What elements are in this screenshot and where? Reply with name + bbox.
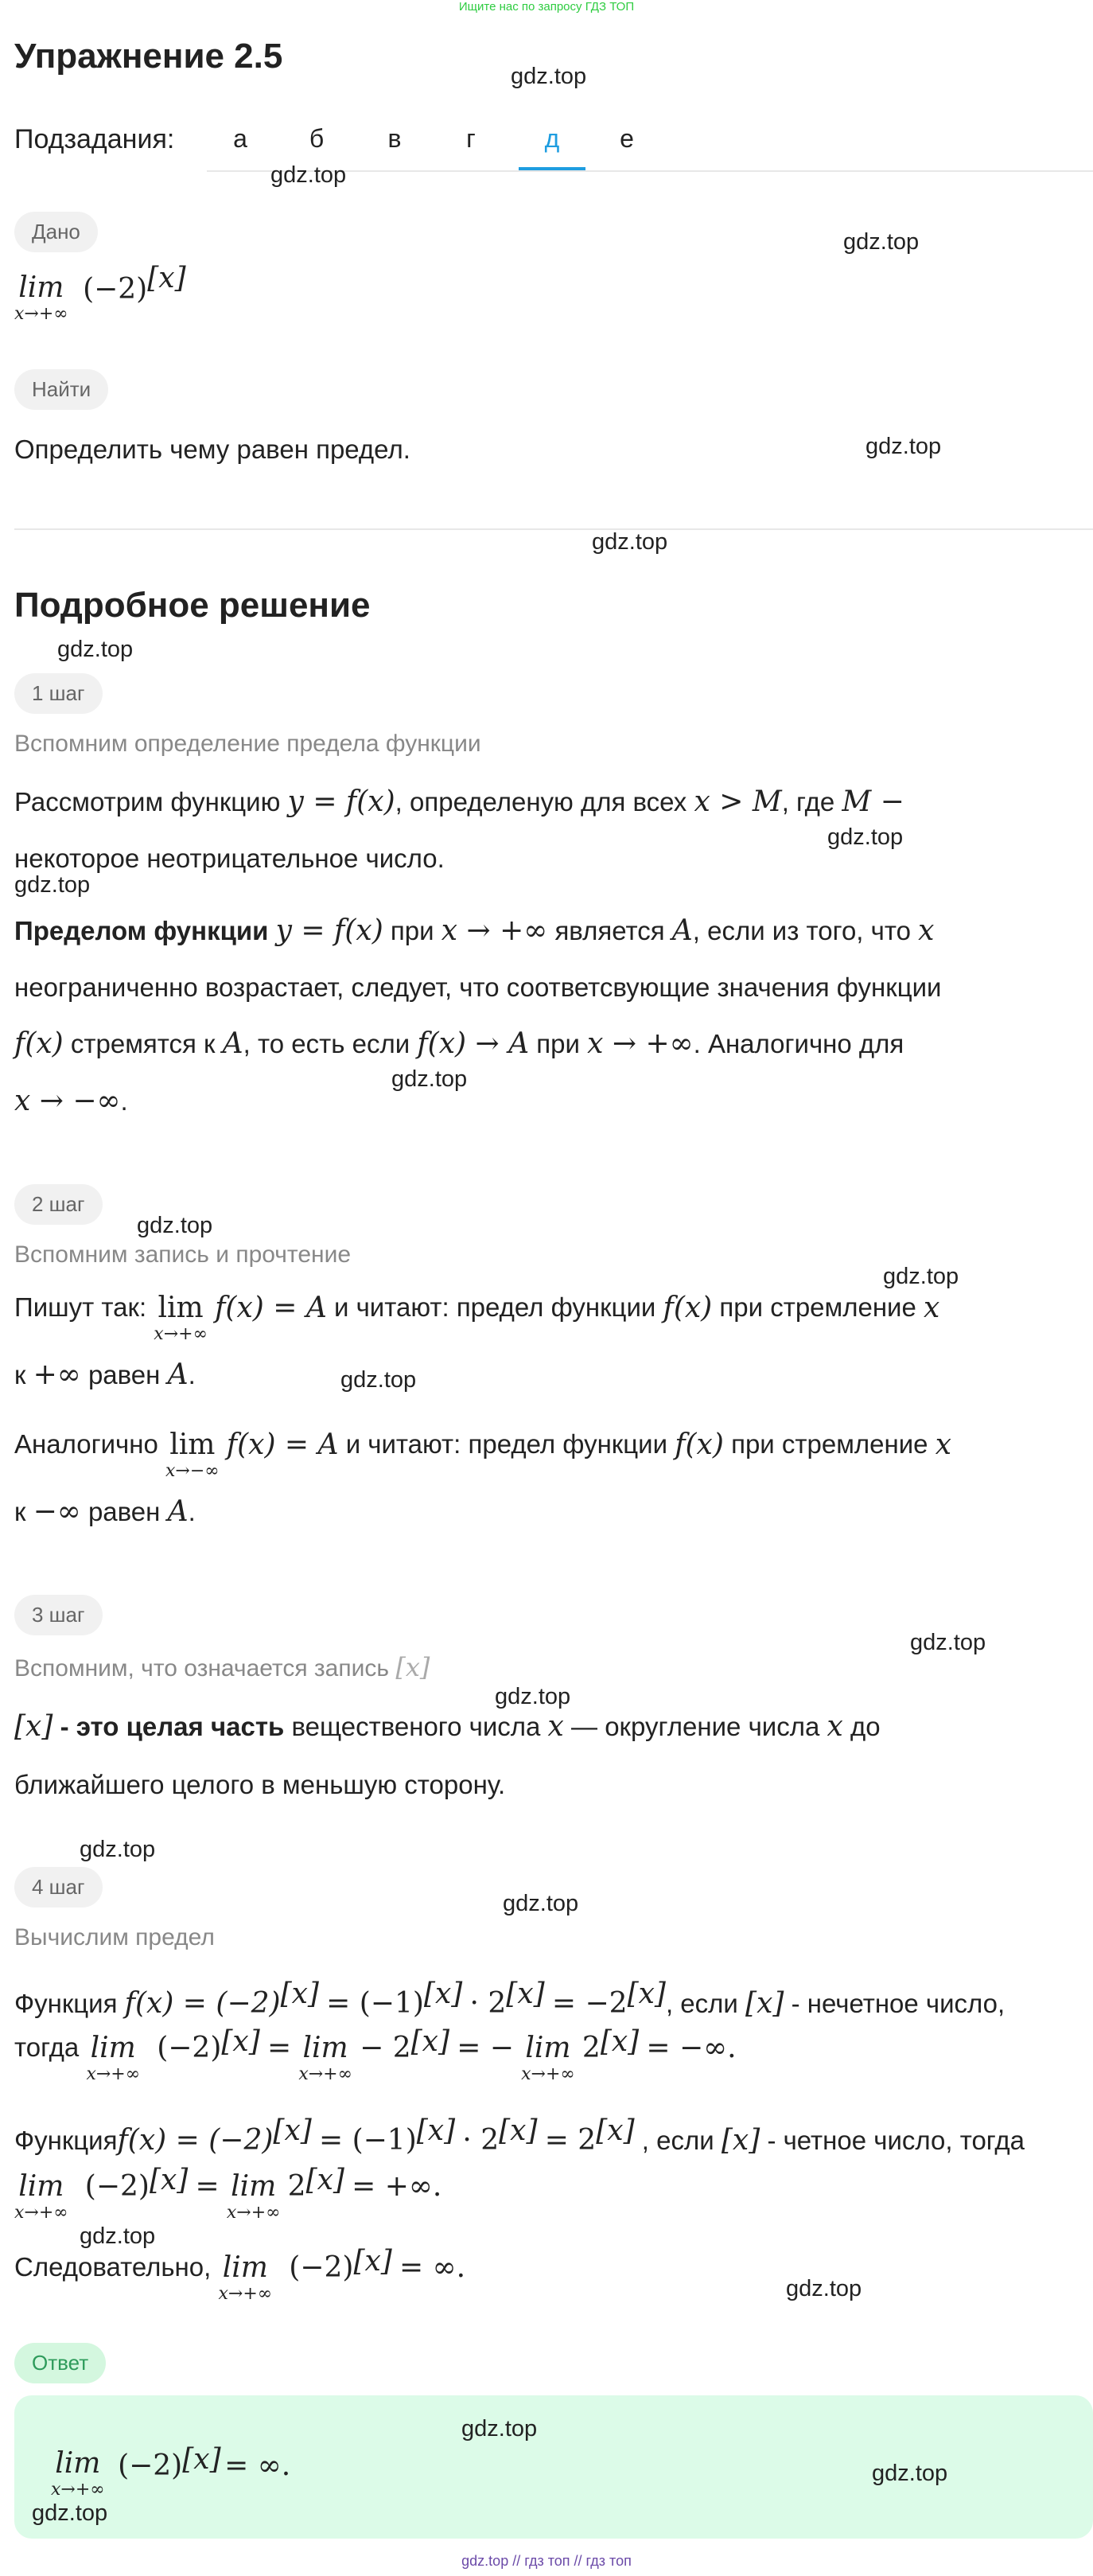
footer: gdz.top // гдз топ // гдз топ	[461, 2553, 632, 2569]
find-text: Определить чему равен предел.	[14, 435, 410, 464]
step-4-line-5: Следовательно, lim x→+∞ (−2)[x] = ∞.	[14, 2245, 466, 2304]
tab-g[interactable]: г	[466, 124, 476, 153]
step-4-line-3: Функцияf(x) = (−2)[x] = (−1)[x] · 2[x] = 2[x] , если [x] - четное число, тогда	[14, 2114, 1025, 2157]
step-caption: Вспомним, что означается запись [x]	[14, 1652, 430, 1682]
watermark: gdz.top	[391, 1066, 468, 1092]
step-4-pill-wrap	[14, 1867, 103, 1908]
top-banner: Ищите нас по запросу ГДЗ ТОП	[458, 0, 635, 14]
watermark: gdz.top	[872, 2461, 948, 2486]
step-2-line-2: к +∞ равен A.	[14, 1358, 196, 1391]
watermark: gdz.top	[503, 1891, 579, 1916]
watermark: gdz.top	[511, 64, 587, 89]
step-caption: Вычислим предел	[14, 1924, 215, 1951]
step-caption: Вспомним определение предела функции	[14, 731, 481, 757]
page-title: Упражнение 2.5	[14, 37, 283, 76]
watermark: gdz.top	[883, 1264, 959, 1289]
watermark: gdz.top	[80, 1837, 156, 1862]
given-section	[14, 212, 98, 252]
watermark: gdz.top	[340, 1367, 417, 1393]
watermark: gdz.top	[495, 1684, 571, 1709]
expr-base: (−2)	[83, 273, 148, 306]
expr-exp: [x]	[147, 261, 186, 294]
solution-heading: Подробное решение	[14, 586, 371, 625]
find-section	[14, 369, 108, 410]
watermark: gdz.top	[786, 2276, 862, 2301]
step-1-line-5: f(x) стремятся к A, то есть если f(x) → A при x → +∞. Аналогично для	[14, 1027, 904, 1060]
divider	[14, 528, 1093, 530]
given-expression	[14, 261, 186, 326]
step-2-line-1: Пишут так: lim x→+∞ f(x) = A и читают: предел функции f(x) при стремление x	[14, 1292, 940, 1344]
watermark: gdz.top	[80, 2223, 156, 2249]
step-2-pill-wrap	[14, 1184, 103, 1225]
tab-a[interactable]: а	[233, 124, 247, 153]
given-pill: Дано	[14, 212, 98, 252]
tab-e[interactable]: е	[620, 124, 634, 153]
step-pill: 2 шаг	[14, 1184, 103, 1225]
find-pill: Найти	[14, 369, 108, 410]
answer-pill-wrap	[14, 2343, 106, 2383]
step-4-line-4: lim x→+∞ (−2)[x] = lim x→+∞ 2[x] = +∞.	[14, 2164, 442, 2223]
step-3-line-1: [x] - это целая часть вещественого числа x — округление числа x до	[14, 1710, 881, 1743]
step-1-pill-wrap	[14, 673, 103, 714]
step-3-line-2: ближайшего целого в меньшую сторону.	[14, 1770, 506, 1799]
step-3-pill-wrap	[14, 1595, 103, 1635]
tab-b[interactable]: б	[309, 124, 325, 153]
step-pill: 1 шаг	[14, 673, 103, 714]
tab-v[interactable]: в	[387, 124, 402, 153]
step-4-line-2: тогда lim x→+∞ (−2)[x] = lim x→+∞ − 2[x] = − lim x→+∞ 2[x] = −∞.	[14, 2025, 737, 2084]
step-1-line-6: x → −∞.	[14, 1085, 128, 1117]
watermark: gdz.top	[57, 637, 134, 662]
step-2-line-4: к −∞ равен A.	[14, 1495, 196, 1528]
watermark: gdz.top	[843, 229, 920, 255]
answer-expression: lim x→+∞ (−2)[x] = ∞.	[51, 2443, 291, 2500]
active-tab-indicator	[519, 167, 585, 170]
lim-label: lim	[18, 271, 64, 304]
answer-pill: Ответ	[14, 2343, 106, 2383]
watermark: gdz.top	[14, 872, 91, 898]
tab-d[interactable]: д	[544, 124, 560, 153]
watermark: gdz.top	[865, 434, 942, 459]
step-1-line-1: Рассмотрим функцию y = f(x), определеную для всех x > M, где M −	[14, 785, 904, 818]
step-pill: 4 шаг	[14, 1867, 103, 1908]
watermark: gdz.top	[827, 824, 904, 850]
step-caption: Вспомним запись и прочтение	[14, 1241, 352, 1268]
step-2-line-3: Аналогично lim x→−∞ f(x) = A и читают: предел функции f(x) при стремление x	[14, 1428, 952, 1481]
step-pill: 3 шаг	[14, 1595, 103, 1635]
watermark: gdz.top	[461, 2416, 538, 2442]
watermark: gdz.top	[592, 529, 668, 555]
step-1-line-2: некоторое неотрицательное число.	[14, 844, 445, 873]
lim-subscript: x→+∞	[14, 304, 68, 324]
step-4-line-1: Функция f(x) = (−2)[x] = (−1)[x] · 2[x] = −2[x], если [x] - нечетное число,	[14, 1978, 1005, 2020]
watermark: gdz.top	[910, 1630, 986, 1655]
subtasks-label: Подзадания:	[14, 124, 175, 154]
step-1-line-4: неограниченно возрастает, следует, что соответсвующие значения функции	[14, 972, 942, 1002]
watermark: gdz.top	[137, 1213, 213, 1238]
watermark: gdz.top	[270, 162, 347, 188]
watermark: gdz.top	[32, 2500, 108, 2526]
step-1-line-3: Пределом функции y = f(x) при x → +∞ является A, если из того, что x	[14, 914, 935, 947]
